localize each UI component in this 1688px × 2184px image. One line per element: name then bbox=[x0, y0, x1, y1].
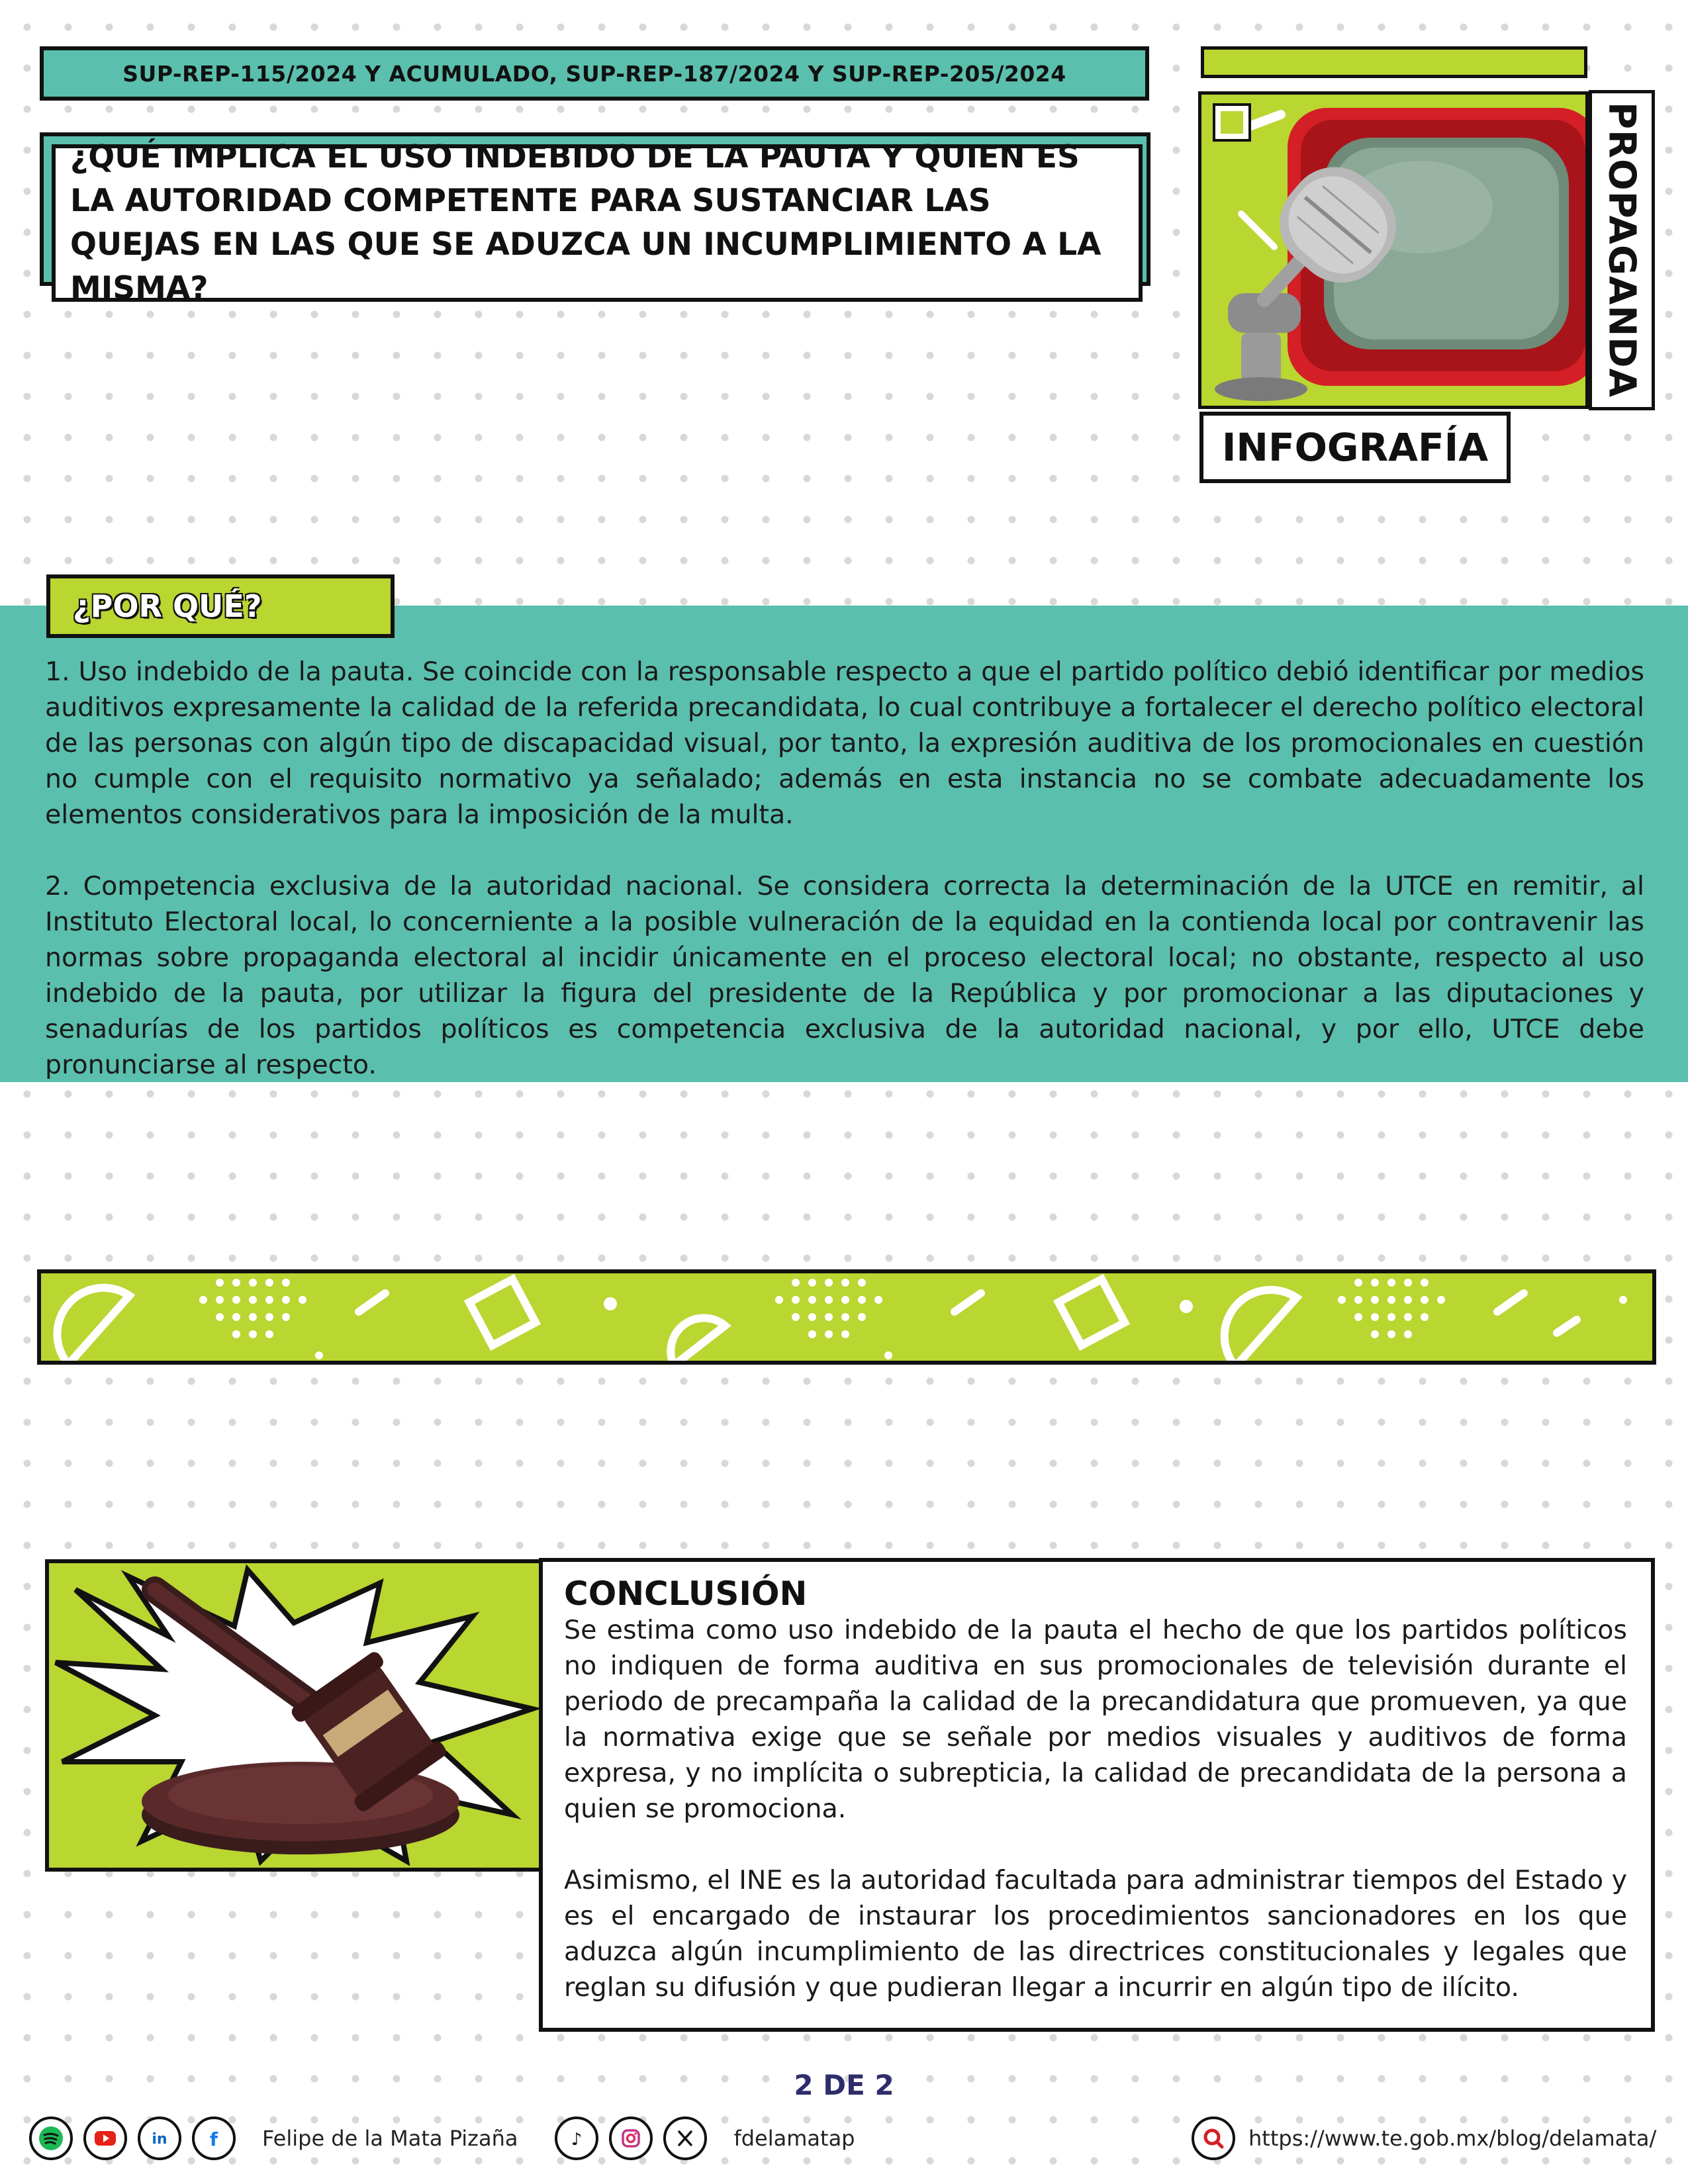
accent-square-icon bbox=[1215, 106, 1248, 139]
type-label-box bbox=[1199, 412, 1511, 483]
tv-microphone-illustration bbox=[1198, 91, 1589, 409]
porque-heading-tab bbox=[46, 574, 395, 638]
conclusion-paragraph-2: Asimismo, el INE es la autoridad facultada para administrar tiempos del Estado y es el encargado de instaurar los procedimientos sancionadores en los que aduzca algún incumplimiento de las directrices constitucionales y legales que reglan su difusión y que pudieran llegar a incurrir en algún tipo de ilícito. bbox=[564, 1865, 1627, 2003]
geometric-pattern-graphic bbox=[41, 1273, 1652, 1361]
svg-text:f: f bbox=[209, 2128, 218, 2150]
dot-grid-3 bbox=[1338, 1279, 1445, 1338]
type-label: INFOGRAFÍA bbox=[1221, 425, 1489, 470]
conclusion-paragraph-1: Se estima como uso indebido de la pauta el hecho de que los partidos políticos no indiquen de forma auditiva en sus promocionales de televisión durante el periodo de precampaña la calidad de la precandidatura que promueven, ya que la normativa exige que se señale por medios visuales y auditivos de forma expresa, y no implícita o subrepticia, la calidad de precandidata de la persona a quien se promociona. bbox=[564, 1615, 1627, 1824]
svg-text:in: in bbox=[152, 2131, 167, 2148]
conclusion-heading: CONCLUSIÓN bbox=[564, 1574, 808, 1613]
main-question: ¿QUÉ IMPLICA EL USO INDEBIDO DE LA PAUTA Y QUIEN ES LA AUTORIDAD COMPETENTE PARA SUSTANCIAR LAS QUEJAS EN LAS QUE SE ADUZCA UN INCUMPLIMIENTO A LA MISMA? bbox=[70, 139, 1102, 306]
youtube-icon[interactable] bbox=[83, 2116, 127, 2160]
blog-url[interactable]: https://www.te.gob.mx/blog/delamata/ bbox=[1248, 2126, 1657, 2151]
porque-paragraph-2: 2. Competencia exclusiva de la autoridad nacional. Se considera correcta la determinación de la UTCE en remitir, al Instituto Electoral local, lo concerniente a la posible vulneración de la equidad en la contienda local por contravenir las normas sobre propaganda electoral al incidir únicamente en el proceso electoral local; no obstante, respecto al uso indebido de la pauta, por utilizar la figura del presidente de la República y por promocionar a las diputaciones y senadurías de los partidos políticos es competencia exclusiva de la autoridad nacional, y por ello, UTCE debe pronunciarse al respecto. bbox=[45, 871, 1644, 1080]
dot-grid-1 bbox=[199, 1279, 306, 1338]
dot-grid-2 bbox=[775, 1279, 882, 1338]
author-name: Felipe de la Mata Pizaña bbox=[262, 2126, 518, 2151]
gavel-icon bbox=[49, 1563, 544, 1868]
conclusion-box bbox=[539, 1558, 1655, 2032]
footer-right bbox=[1192, 2116, 1656, 2160]
case-reference: SUP-REP-115/2024 Y ACUMULADO, SUP-REP-187/2024 Y SUP-REP-205/2024 bbox=[122, 60, 1066, 87]
linkedin-icon[interactable] bbox=[138, 2116, 181, 2160]
porque-heading: ¿POR QUÉ? bbox=[73, 588, 262, 624]
header-accent-bar bbox=[1201, 46, 1587, 78]
search-logo-icon[interactable] bbox=[1192, 2116, 1235, 2160]
instagram-icon[interactable] bbox=[609, 2116, 653, 2160]
spotify-icon[interactable] bbox=[29, 2116, 73, 2160]
gavel-illustration bbox=[45, 1559, 548, 1872]
x-icon[interactable] bbox=[663, 2116, 707, 2160]
porque-paragraph-1: 1. Uso indebido de la pauta. Se coincide con la responsable respecto a que el partido político debió identificar por medios auditivos expresamente la calidad de la referida precandidata, lo cual contribuye a fortalecer el derecho político electoral de las personas con algún tipo de discapacidad visual, por tanto, la expresión auditiva de los promocionales en cuestión no cumple con el requisito normativo ya señalado; además en esta instancia no se combate adecuadamente los elementos considerativos para la imposición de la multa. bbox=[45, 657, 1644, 830]
porque-body bbox=[45, 654, 1644, 1083]
question-box bbox=[52, 139, 1143, 306]
footer-left bbox=[29, 2116, 855, 2160]
decorative-pattern-band bbox=[37, 1269, 1656, 1365]
page-indicator: 2 DE 2 bbox=[794, 2069, 894, 2101]
social-handle: fdelamatap bbox=[733, 2126, 855, 2151]
svg-text:♪: ♪ bbox=[571, 2130, 583, 2150]
facebook-icon[interactable] bbox=[192, 2116, 236, 2160]
category-label-box bbox=[1589, 90, 1655, 410]
case-reference-box bbox=[40, 46, 1149, 101]
tiktok-icon[interactable] bbox=[555, 2116, 598, 2160]
tv-microphone-graphic bbox=[1201, 95, 1589, 409]
category-label: PROPAGANDA bbox=[1600, 102, 1644, 398]
